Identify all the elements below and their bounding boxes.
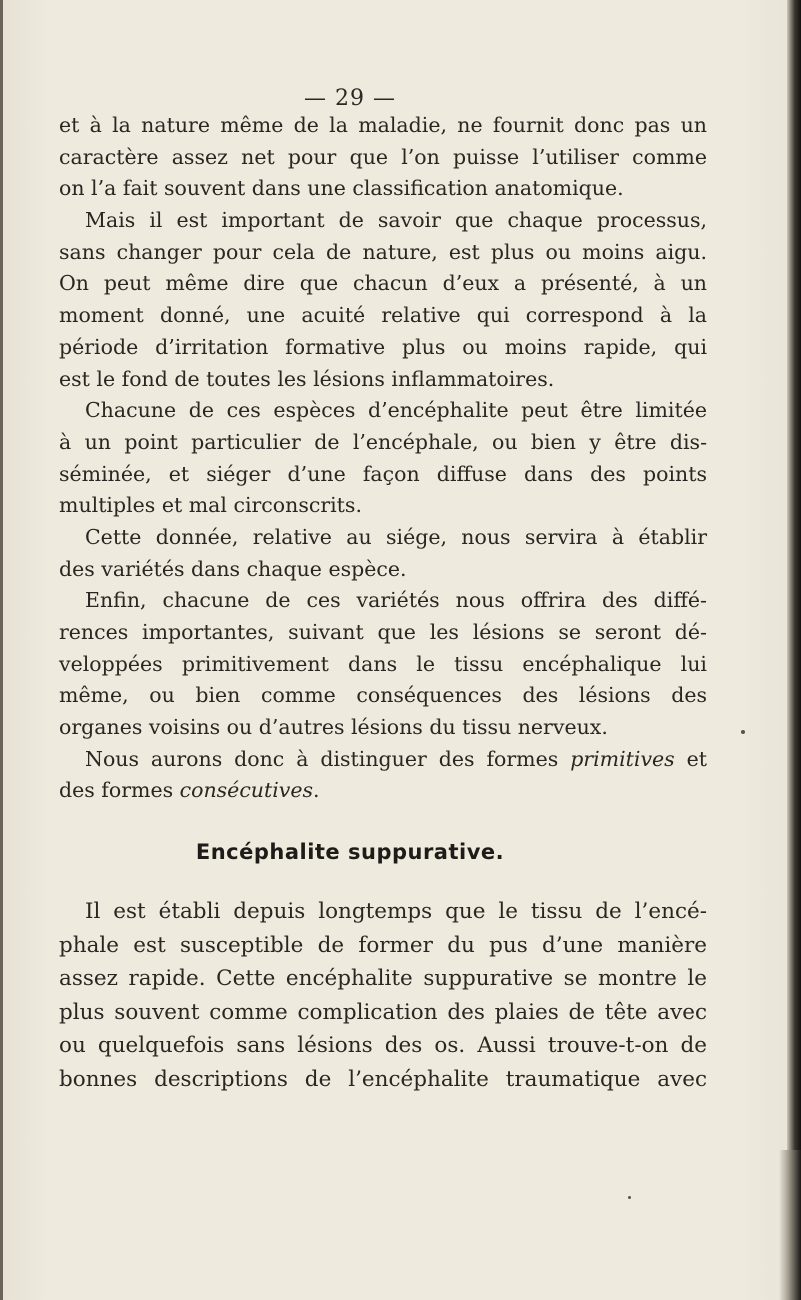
text-line: Cette donnée, relative au siége, nous servira à établir — [85, 524, 707, 549]
text-line: séminée, et siéger d’une façon diffuse dans des points — [59, 461, 707, 486]
text-line: Chacune de ces espèces d’encéphalite peut être limitée — [85, 398, 707, 423]
text-line: phale est susceptible de former du pus d’une manière — [59, 932, 707, 958]
text-line: est le fond de toutes les lésions inflammatoires. — [59, 366, 555, 391]
text-line: veloppées primitivement dans le tissu encéphalique lui — [59, 651, 707, 676]
book-spine-shadow-bottom — [779, 1150, 801, 1300]
text-line: plus souvent comme complication des plaies de tête avec — [59, 999, 707, 1025]
text-line: ou quelquefois sans lésions des os. Aussi trouve-t-on de — [59, 1033, 707, 1059]
text-line: moment donné, une acuité relative qui correspond à la — [59, 303, 707, 328]
italic-term: consécutives — [179, 778, 314, 803]
text-line: Il est établi depuis longtemps que le tissu de l’encé- — [85, 899, 707, 924]
text-line: assez rapide. Cette encéphalite suppurative se montre le — [59, 966, 707, 992]
text-line: même, ou bien comme conséquences des lésions des — [59, 683, 707, 708]
text-line: sans changer pour cela de nature, est plus ou moins aigu. — [59, 239, 707, 264]
text-line: rences importantes, suivant que les lésions se seront dé- — [59, 620, 707, 644]
paper-speck — [628, 1196, 631, 1199]
text-span: Nous aurons donc à distinguer des formes — [85, 746, 571, 771]
text-line — [59, 744, 707, 776]
text-line: bonnes descriptions de l’encéphalite traumatique avec — [59, 1066, 707, 1092]
page-number: — 29 — — [304, 86, 396, 111]
section-title: Encéphalite suppurative. — [195, 840, 505, 864]
text-line: On peut même dire que chacun d’eux a présenté, à un — [59, 271, 707, 296]
text-span: et — [674, 746, 707, 771]
text-line — [59, 775, 707, 807]
text-line: des variétés dans chaque espèce. — [59, 556, 407, 581]
body-text-block-2 — [59, 895, 707, 1097]
text-line: période d’irritation formative plus ou moins rapide, qui — [59, 334, 707, 359]
text-line: on l’a fait souvent dans une classification anatomique. — [59, 176, 624, 201]
page-left-edge — [0, 0, 3, 1300]
text-span: . — [313, 778, 320, 803]
text-line: caractère assez net pour que l’on puisse l’utiliser comme — [59, 144, 707, 169]
italic-term: primitives — [570, 746, 675, 771]
text-line: Mais il est important de savoir que chaque processus, — [85, 208, 707, 233]
text-line: organes voisins ou d’autres lésions du tissu nerveux. — [59, 715, 608, 740]
paper-speck — [741, 730, 745, 734]
text-line: Enfin, chacune de ces variétés nous offrira des diffé- — [85, 588, 707, 613]
text-line: à un point particulier de l’encéphale, ou bien y être dis- — [59, 429, 707, 454]
text-line: multiples et mal circonscrits. — [59, 493, 362, 518]
text-span: des formes — [59, 778, 180, 803]
text-line: et à la nature même de la maladie, ne fournit donc pas un — [59, 113, 707, 137]
body-text-block-1 — [59, 110, 707, 807]
book-spine-shadow — [787, 0, 801, 1300]
